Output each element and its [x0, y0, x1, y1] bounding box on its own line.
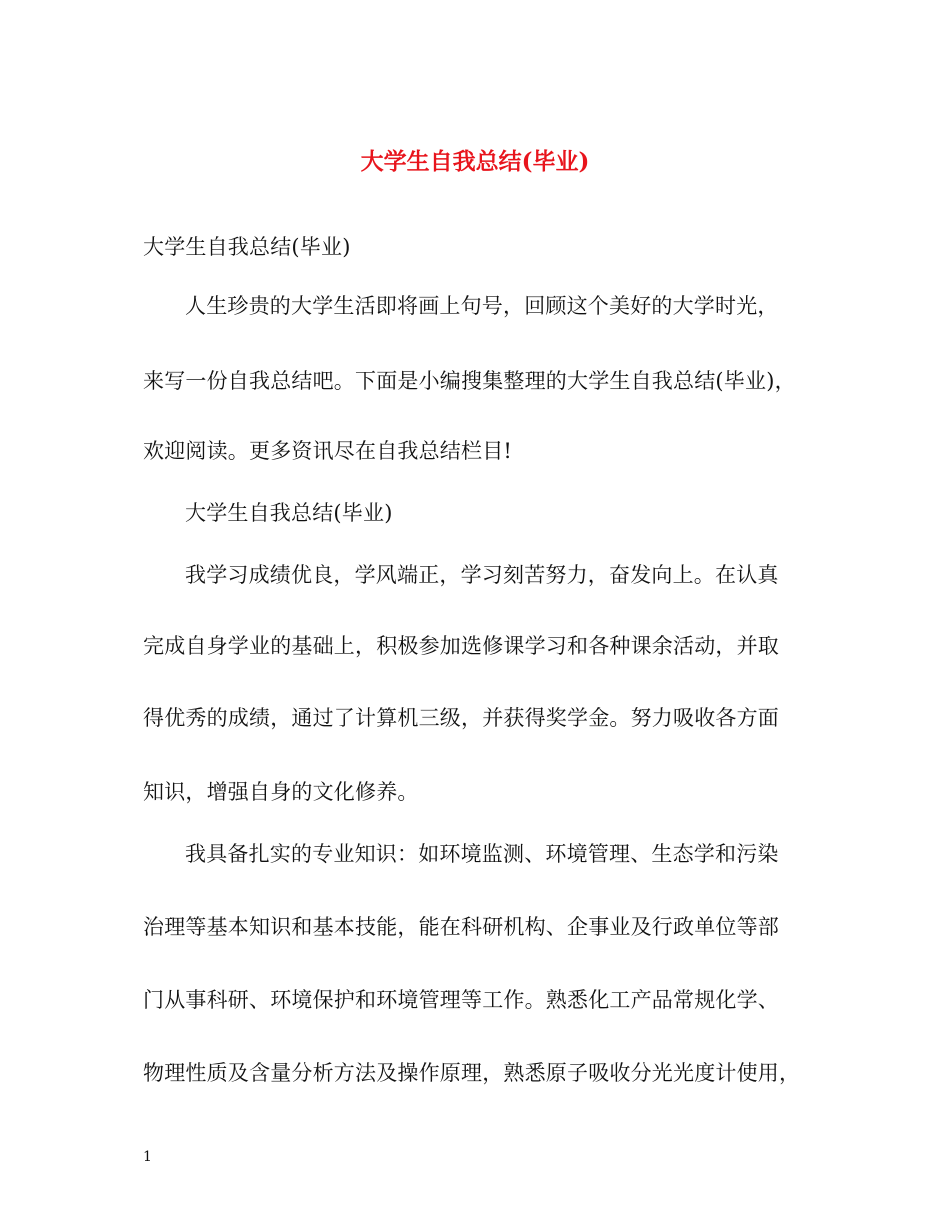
paragraph1-line: 知识，增强自身的文化修养。	[143, 780, 419, 804]
paragraph2-line: 我具备扎实的专业知识：如环境监测、环境管理、生态学和污染	[185, 842, 779, 866]
intro-line: 来写一份自我总结吧。下面是小编搜集整理的大学生自我总结(毕业)，	[143, 369, 796, 393]
paragraph2-line: 治理等基本知识和基本技能，能在科研机构、企事业及行政单位等部	[143, 915, 779, 939]
section-heading: 大学生自我总结(毕业)	[185, 501, 393, 525]
paragraph2-line: 物理性质及含量分析方法及操作原理，熟悉原子吸收分光光度计使用，	[143, 1061, 801, 1085]
intro-line: 欢迎阅读。更多资讯尽在自我总结栏目!	[143, 439, 513, 463]
paragraph1-line: 得优秀的成绩，通过了计算机三级，并获得奖学金。努力吸收各方面	[143, 706, 779, 730]
document-title: 大学生自我总结(毕业)	[360, 148, 590, 175]
paragraph2-line: 门从事科研、环境保护和环境管理等工作。熟悉化工产品常规化学、	[143, 988, 779, 1012]
subtitle: 大学生自我总结(毕业)	[143, 235, 351, 259]
paragraph1-line: 我学习成绩优良，学风端正，学习刻苦努力，奋发向上。在认真	[185, 563, 779, 587]
paragraph1-line: 完成自身学业的基础上，积极参加选修课学习和各种课余活动，并取	[143, 634, 779, 658]
page-number: 1	[143, 1149, 152, 1165]
intro-line: 人生珍贵的大学生活即将画上句号，回顾这个美好的大学时光，	[185, 294, 779, 318]
